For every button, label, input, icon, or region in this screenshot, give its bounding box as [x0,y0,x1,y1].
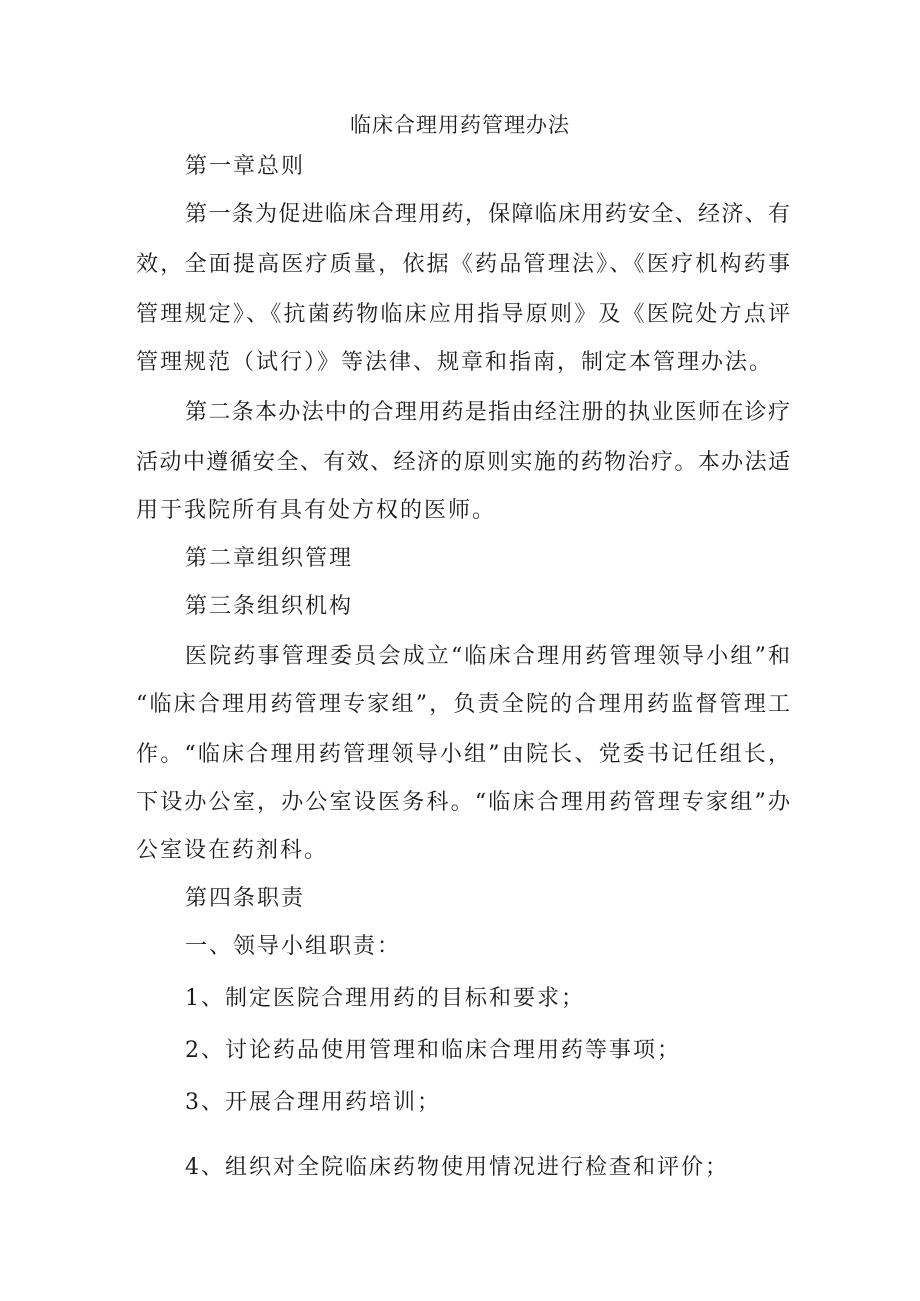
list-item: 2、讨论药品使用管理和临床合理用药等事项； [185,1038,681,1063]
paragraph-line: 下设办公室，办公室设医务科。“临床合理用药管理专家组”办 [136,790,790,815]
paragraph-line: 第二条本办法中的合理用药是指由经注册的执业医师在诊疗 [185,400,790,425]
paragraph-line: 作。“临床合理用药管理领导小组”由院长、党委书记任组长， [136,742,790,767]
chapter-heading: 第二章组织管理 [185,546,354,571]
article-heading: 第四条职责 [185,886,306,911]
paragraph-line: 管理规范（试行）》等法律、规章和指南，制定本管理办法。 [136,350,774,375]
paragraph-line: 效，全面提高医疗质量，依据《药品管理法》、《医疗机构药事 [136,252,790,277]
list-item: 1、制定医院合理用药的目标和要求； [185,986,585,1011]
document-title: 临床合理用药管理办法 [350,113,570,137]
section-heading: 一、领导小组职责： [185,934,402,959]
list-item: 4、组织对全院临床药物使用情况进行检查和评价； [185,1155,729,1180]
paragraph-line: 活动中遵循安全、有效、经济的原则实施的药物治疗。本办法适 [136,450,790,475]
paragraph-line: “临床合理用药管理专家组”，负责全院的合理用药监督管理工 [136,692,790,717]
article-heading: 第三条组织机构 [185,594,354,619]
list-item: 3、开展合理用药培训； [185,1090,441,1115]
paragraph-line: 管理规定》、《抗菌药物临床应用指导原则》及《医院处方点评 [136,302,790,327]
chapter-heading: 第一章总则 [185,154,306,179]
paragraph-line: 第一条为促进临床合理用药，保障临床用药安全、经济、有 [185,202,790,227]
paragraph-line: 医院药事管理委员会成立“临床合理用药管理领导小组”和 [185,644,790,669]
paragraph-line: 用于我院所有具有处方权的医师。 [136,498,497,523]
paragraph-line: 公室设在药剂科。 [136,838,329,863]
